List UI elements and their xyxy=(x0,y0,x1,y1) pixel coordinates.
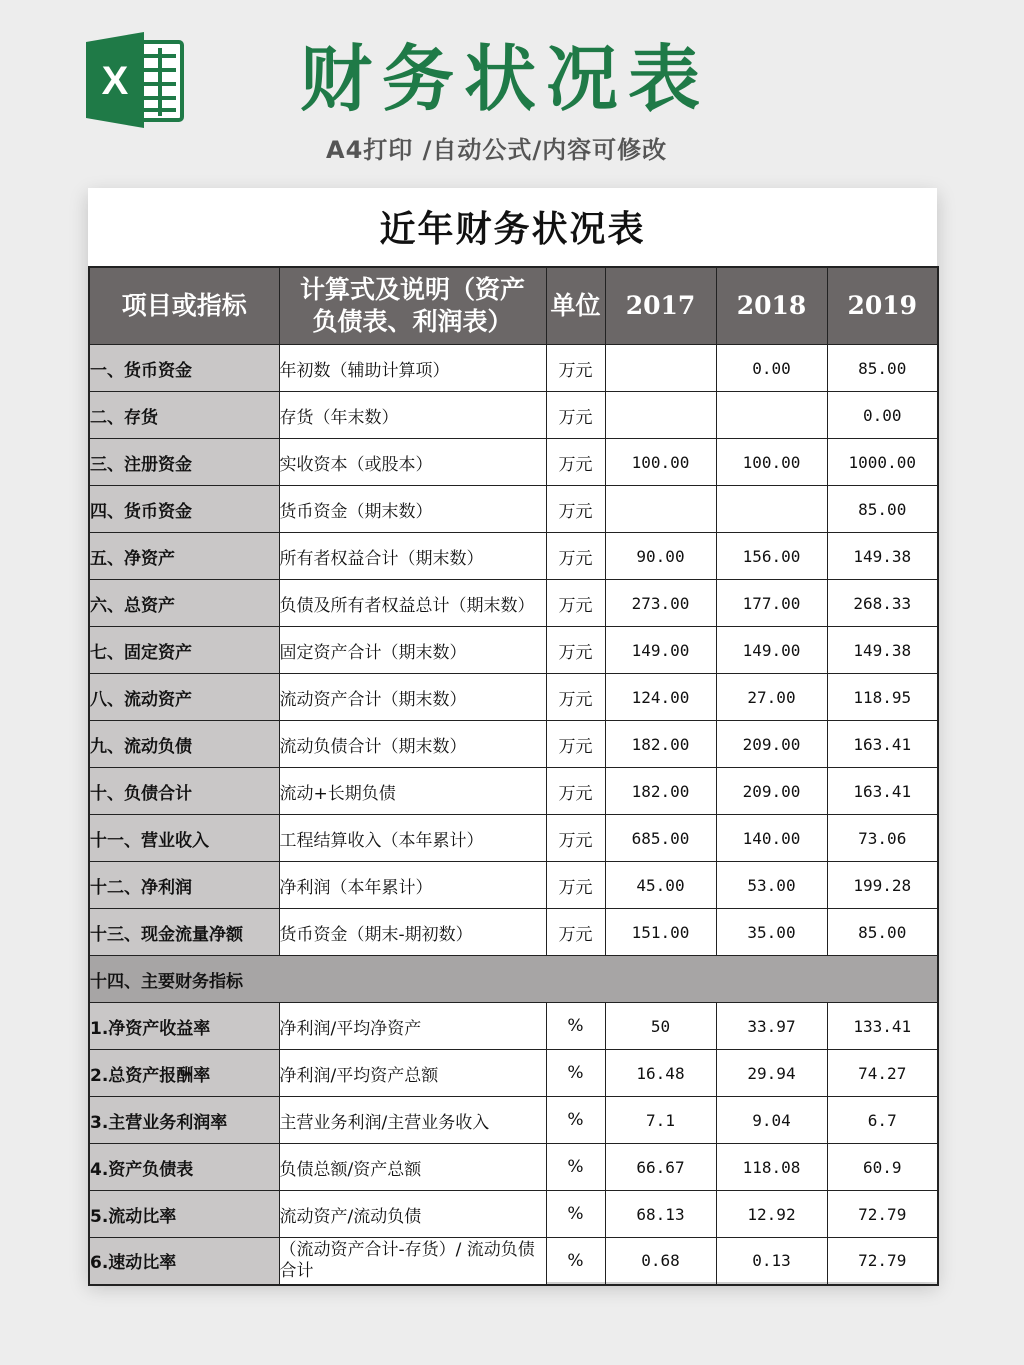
row-value-2019: 199.28 xyxy=(827,862,938,909)
row-formula: 负债总额/资产总额 xyxy=(279,1144,546,1191)
row-item: 十一、营业收入 xyxy=(89,815,279,862)
row-value-2018: 12.92 xyxy=(716,1191,827,1238)
row-value-2017: 7.1 xyxy=(605,1097,716,1144)
row-value-2017 xyxy=(605,345,716,392)
row-unit: 万元 xyxy=(546,533,605,580)
table-row xyxy=(89,439,938,486)
row-unit: 万元 xyxy=(546,768,605,815)
table-row xyxy=(89,486,938,533)
page-subtitle: A4打印 /自动公式/内容可修改 xyxy=(326,136,668,164)
row-value-2018: 53.00 xyxy=(716,862,827,909)
row-value-2019: 72.79 xyxy=(827,1238,938,1285)
table-row xyxy=(89,1097,938,1144)
row-value-2017: 685.00 xyxy=(605,815,716,862)
row-unit: 万元 xyxy=(546,721,605,768)
row-value-2017: 149.00 xyxy=(605,627,716,674)
row-formula: 实收资本（或股本） xyxy=(279,439,546,486)
table-row xyxy=(89,721,938,768)
table-row xyxy=(89,1238,938,1285)
row-formula: 主营业务利润/主营业务收入 xyxy=(279,1097,546,1144)
table-row xyxy=(89,1144,938,1191)
row-formula: 工程结算收入（本年累计） xyxy=(279,815,546,862)
table-body xyxy=(89,345,938,1285)
row-item: 七、固定资产 xyxy=(89,627,279,674)
table-row xyxy=(89,1191,938,1238)
row-unit: 万元 xyxy=(546,674,605,721)
row-value-2019: 85.00 xyxy=(827,345,938,392)
row-value-2019: 268.33 xyxy=(827,580,938,627)
row-item: 八、流动资产 xyxy=(89,674,279,721)
row-value-2017: 90.00 xyxy=(605,533,716,580)
row-item: 五、净资产 xyxy=(89,533,279,580)
row-value-2018: 140.00 xyxy=(716,815,827,862)
row-value-2018 xyxy=(716,392,827,439)
row-value-2019: 149.38 xyxy=(827,627,938,674)
table-row xyxy=(89,768,938,815)
row-value-2018: 27.00 xyxy=(716,674,827,721)
row-value-2018: 209.00 xyxy=(716,768,827,815)
row-value-2017: 50 xyxy=(605,1003,716,1050)
excel-icon xyxy=(86,32,186,128)
row-item: 5.流动比率 xyxy=(89,1191,279,1238)
col-header-unit: 单位 xyxy=(546,267,605,345)
row-formula: 货币资金（期末数） xyxy=(279,486,546,533)
row-unit: 万元 xyxy=(546,815,605,862)
row-item: 十、负债合计 xyxy=(89,768,279,815)
row-value-2018: 100.00 xyxy=(716,439,827,486)
row-value-2019: 1000.00 xyxy=(827,439,938,486)
row-item: 3.主营业务利润率 xyxy=(89,1097,279,1144)
row-value-2019: 133.41 xyxy=(827,1003,938,1050)
row-value-2017 xyxy=(605,486,716,533)
col-header-formula: 计算式及说明（资产负债表、利润表） xyxy=(279,267,546,345)
row-value-2017: 124.00 xyxy=(605,674,716,721)
section-label: 十四、主要财务指标 xyxy=(89,956,938,1003)
row-unit: 万元 xyxy=(546,439,605,486)
row-value-2019: 85.00 xyxy=(827,486,938,533)
table-row xyxy=(89,345,938,392)
row-formula: 年初数（辅助计算项） xyxy=(279,345,546,392)
row-value-2018: 0.00 xyxy=(716,345,827,392)
row-value-2019: 6.7 xyxy=(827,1097,938,1144)
row-value-2019: 163.41 xyxy=(827,721,938,768)
row-value-2019: 60.9 xyxy=(827,1144,938,1191)
row-formula: 流动+长期负债 xyxy=(279,768,546,815)
row-value-2019: 149.38 xyxy=(827,533,938,580)
row-value-2018: 209.00 xyxy=(716,721,827,768)
row-item: 三、注册资金 xyxy=(89,439,279,486)
row-value-2017: 0.68 xyxy=(605,1238,716,1285)
row-unit: 万元 xyxy=(546,862,605,909)
row-value-2018: 33.97 xyxy=(716,1003,827,1050)
row-unit: % xyxy=(546,1003,605,1050)
table-row xyxy=(89,1050,938,1097)
row-value-2019: 72.79 xyxy=(827,1191,938,1238)
row-unit: % xyxy=(546,1191,605,1238)
row-formula: 负债及所有者权益总计（期末数） xyxy=(279,580,546,627)
row-unit: 万元 xyxy=(546,580,605,627)
row-formula: 流动资产/流动负债 xyxy=(279,1191,546,1238)
row-value-2018: 35.00 xyxy=(716,909,827,956)
row-item: 2.总资产报酬率 xyxy=(89,1050,279,1097)
row-value-2017: 182.00 xyxy=(605,768,716,815)
row-value-2017: 45.00 xyxy=(605,862,716,909)
row-unit: % xyxy=(546,1097,605,1144)
row-value-2019: 74.27 xyxy=(827,1050,938,1097)
row-value-2017: 68.13 xyxy=(605,1191,716,1238)
row-item: 一、货币资金 xyxy=(89,345,279,392)
row-item: 4.资产负债表 xyxy=(89,1144,279,1191)
table-row xyxy=(89,627,938,674)
row-item: 六、总资产 xyxy=(89,580,279,627)
row-unit: 万元 xyxy=(546,486,605,533)
row-formula: 流动负债合计（期末数） xyxy=(279,721,546,768)
row-unit: % xyxy=(546,1238,605,1285)
row-formula: 净利润/平均资产总额 xyxy=(279,1050,546,1097)
row-item: 6.速动比率 xyxy=(89,1238,279,1285)
row-value-2018: 149.00 xyxy=(716,627,827,674)
row-item: 十三、现金流量净额 xyxy=(89,909,279,956)
table-row xyxy=(89,815,938,862)
row-value-2018: 118.08 xyxy=(716,1144,827,1191)
row-item: 二、存货 xyxy=(89,392,279,439)
row-unit: % xyxy=(546,1050,605,1097)
table-header-row xyxy=(89,267,938,345)
financial-sheet xyxy=(88,188,937,1282)
row-formula: 净利润/平均净资产 xyxy=(279,1003,546,1050)
row-value-2019: 163.41 xyxy=(827,768,938,815)
row-value-2017: 100.00 xyxy=(605,439,716,486)
row-value-2017: 182.00 xyxy=(605,721,716,768)
row-value-2019: 73.06 xyxy=(827,815,938,862)
col-header-item: 项目或指标 xyxy=(89,267,279,345)
excel-logo-letter: X xyxy=(101,59,129,103)
row-unit: 万元 xyxy=(546,909,605,956)
row-value-2018: 177.00 xyxy=(716,580,827,627)
row-formula: 净利润（本年累计） xyxy=(279,862,546,909)
row-formula: （流动资产合计-存货）/ 流动负债合计 xyxy=(279,1238,546,1285)
row-value-2019: 0.00 xyxy=(827,392,938,439)
row-value-2017: 66.67 xyxy=(605,1144,716,1191)
row-formula: 固定资产合计（期末数） xyxy=(279,627,546,674)
row-value-2018: 0.13 xyxy=(716,1238,827,1285)
row-formula: 流动资产合计（期末数） xyxy=(279,674,546,721)
row-value-2017: 151.00 xyxy=(605,909,716,956)
col-header-2018: 2018 xyxy=(716,267,827,345)
row-item: 1.净资产收益率 xyxy=(89,1003,279,1050)
col-header-2017: 2017 xyxy=(605,267,716,345)
row-value-2017 xyxy=(605,392,716,439)
row-item: 四、货币资金 xyxy=(89,486,279,533)
section-row xyxy=(89,956,938,1003)
row-unit: 万元 xyxy=(546,345,605,392)
financial-table xyxy=(88,266,939,1286)
col-header-2019: 2019 xyxy=(827,267,938,345)
row-unit: 万元 xyxy=(546,392,605,439)
row-value-2019: 85.00 xyxy=(827,909,938,956)
table-row xyxy=(89,392,938,439)
row-item: 十二、净利润 xyxy=(89,862,279,909)
row-value-2018: 156.00 xyxy=(716,533,827,580)
table-row xyxy=(89,862,938,909)
row-unit: 万元 xyxy=(546,627,605,674)
row-value-2018 xyxy=(716,486,827,533)
table-row xyxy=(89,674,938,721)
row-unit: % xyxy=(546,1144,605,1191)
row-value-2017: 273.00 xyxy=(605,580,716,627)
row-formula: 存货（年末数） xyxy=(279,392,546,439)
sheet-title: 近年财务状况表 xyxy=(379,208,646,250)
row-value-2019: 118.95 xyxy=(827,674,938,721)
row-value-2018: 9.04 xyxy=(716,1097,827,1144)
table-row xyxy=(89,1003,938,1050)
table-row xyxy=(89,580,938,627)
row-value-2017: 16.48 xyxy=(605,1050,716,1097)
table-row xyxy=(89,909,938,956)
table-row xyxy=(89,533,938,580)
row-item: 九、流动负债 xyxy=(89,721,279,768)
row-formula: 货币资金（期末-期初数） xyxy=(279,909,546,956)
row-value-2018: 29.94 xyxy=(716,1050,827,1097)
row-formula: 所有者权益合计（期末数） xyxy=(279,533,546,580)
page-title: 财务状况表 xyxy=(300,37,711,121)
